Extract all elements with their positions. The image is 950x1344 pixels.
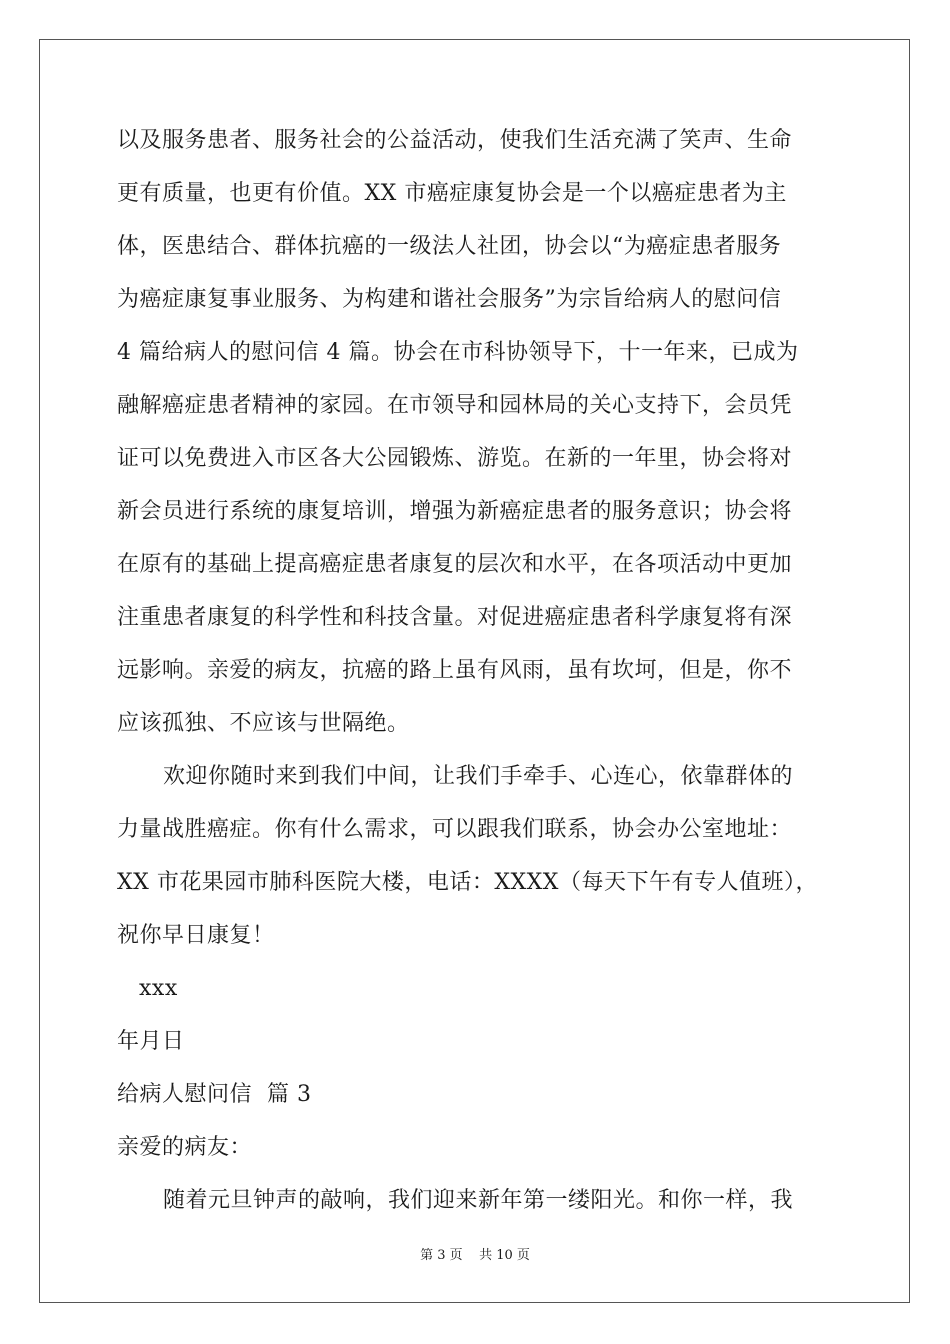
text-line: 注重患者康复的科学性和科技含量。对促进癌症患者科学康复将有深 — [117, 605, 793, 630]
salutation: 亲爱的病友： — [117, 1135, 253, 1160]
date-line: 年月日 — [117, 1029, 185, 1054]
text-line: 以及服务患者、服务社会的公益活动，使我们生活充满了笑声、生命 — [117, 128, 793, 153]
text-line: 更有质量，也更有价值。XX 市癌症康复协会是一个以癌症患者为主 — [117, 181, 787, 206]
signature: xxx — [139, 976, 178, 1001]
text-line: 融解癌症患者精神的家园。在市领导和园林局的关心支持下，会员凭 — [117, 393, 793, 418]
text-line: 随着元旦钟声的敲响，我们迎来新年第一缕阳光。和你一样，我 — [163, 1188, 794, 1213]
text-line: 为癌症康复事业服务、为构建和谐社会服务”为宗旨给病人的慰问信 — [117, 287, 782, 312]
text-line: 体，医患结合、群体抗癌的一级法人社团，协会以“为癌症患者服务 — [117, 234, 782, 259]
text-line: 在原有的基础上提高癌症患者康复的层次和水平，在各项活动中更加 — [117, 552, 793, 577]
section-title: 给病人慰问信 篇 3 — [117, 1082, 312, 1107]
text-line: 4 篇给病人的慰问信 4 篇。协会在市科协领导下，十一年来，已成为 — [117, 340, 799, 365]
text-line: 欢迎你随时来到我们中间，让我们手牵手、心连心，依靠群体的 — [163, 764, 794, 789]
text-line: 新会员进行系统的康复培训，增强为新癌症患者的服务意识；协会将 — [117, 499, 793, 524]
text-line: 证可以免费进入市区各大公园锻炼、游览。在新的一年里，协会将对 — [117, 446, 793, 471]
page-number-footer: 第 3 页 共 10 页 — [420, 1248, 530, 1263]
text-line: 应该孤独、不应该与世隔绝。 — [117, 711, 410, 736]
text-line: 远影响。亲爱的病友，抗癌的路上虽有风雨，虽有坎坷，但是，你不 — [117, 658, 793, 683]
text-line: XX 市花果园市肺科医院大楼，电话：XXXX（每天下午有专人值班）， — [117, 870, 818, 895]
text-line: 祝你早日康复！ — [117, 923, 275, 948]
text-line: 力量战胜癌症。你有什么需求，可以跟我们联系，协会办公室地址： — [117, 817, 793, 842]
